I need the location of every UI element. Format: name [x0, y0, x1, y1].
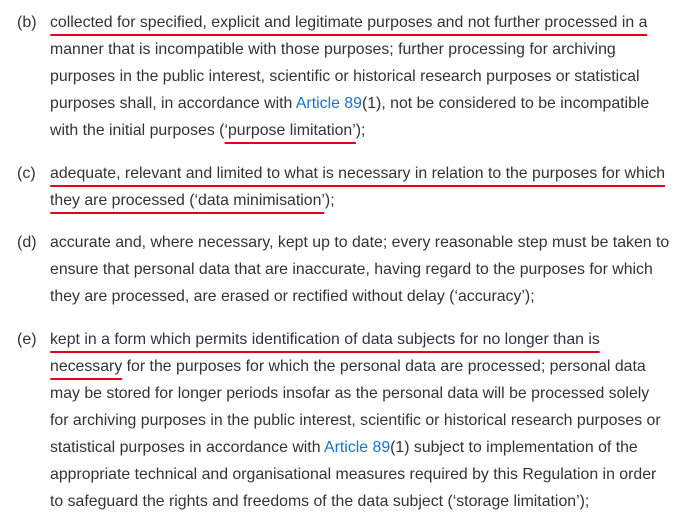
clause-d-marker: (d): [17, 234, 37, 251]
clause-b-text: [50, 9, 700, 144]
clause-e-line-5-end: (1) subject to implementation of the: [390, 439, 638, 456]
clause-d-text: [50, 229, 700, 310]
clause-b-line-4: [50, 90, 694, 117]
clause-c-line-2: [50, 187, 694, 214]
clause-c-marker: (c): [17, 165, 36, 182]
clause-e-line-2: [50, 353, 694, 380]
clause-e-line-2-end: for the purposes for which the personal data are processed; personal data: [122, 358, 646, 375]
clause-e-line-6: appropriate technical and organisational measures required by this Regulation in order: [50, 466, 657, 483]
clause-e-line-5-start: statistical purposes in accordance with: [50, 439, 325, 456]
clause-b-line-1: [50, 9, 694, 36]
article-89-link[interactable]: Article 89: [295, 95, 362, 112]
data-minimisation-highlight: they are processed (‘data minimisation’: [50, 187, 325, 214]
clause-b-line-5-start: with the initial purposes (: [50, 122, 225, 139]
clause-c-line-2-end: );: [324, 192, 335, 209]
clause-b-line-4-end: (1), not be considered to be incompatible: [361, 95, 650, 112]
clause-e-text: [50, 326, 700, 515]
clause-e-highlight-1: kept in a form which permits identification of data subjects for no longer than is: [50, 326, 600, 353]
clause-b-marker: (b): [17, 14, 37, 31]
clause-b-line-2: manner that is incompatible with those purposes; further processing for archiving: [50, 41, 616, 58]
clause-e-line-1: [50, 326, 694, 353]
clause-b-line-3: purposes in the public interest, scientific or historical research purposes or statistical: [50, 68, 640, 85]
clause-b-line-4-start: purposes shall, in accordance with: [50, 95, 296, 112]
clause-e-line-5: [50, 434, 694, 461]
clause-d-line-1: accurate and, where necessary, kept up to date; every reasonable step must be taken to: [50, 234, 670, 251]
clause-c-highlight-1: adequate, relevant and limited to what is necessary in relation to the purposes for which: [50, 160, 665, 187]
clause-c-line-1: [50, 160, 694, 187]
clause-e-marker: (e): [17, 331, 37, 348]
purpose-limitation-highlight: ‘purpose limitation’: [224, 117, 355, 144]
clause-d-line-3: they are processed, are erased or rectified without delay (‘accuracy’);: [50, 288, 535, 305]
clause-b-line-5: [50, 117, 694, 144]
clause-b-line-5-end: );: [355, 122, 366, 139]
clause-c-text: [50, 160, 700, 214]
article-89-link[interactable]: Article 89: [324, 439, 391, 456]
clause-b-highlight-1: collected for specified, explicit and legitimate purposes and not further processed in a: [50, 9, 647, 36]
clause-e-line-7: to safeguard the rights and freedoms of the data subject (‘storage limitation’);: [50, 493, 590, 510]
clause-d-line-2: ensure that personal data that are inaccurate, having regard to the purposes for which: [50, 261, 653, 278]
clause-e-line-4: for archiving purposes in the public interest, scientific or historical research purposes or: [50, 412, 661, 429]
clause-e-highlight-2: necessary: [50, 353, 122, 380]
clause-e-line-3: may be stored for longer periods insofar as the personal data will be processed solely: [50, 385, 650, 402]
